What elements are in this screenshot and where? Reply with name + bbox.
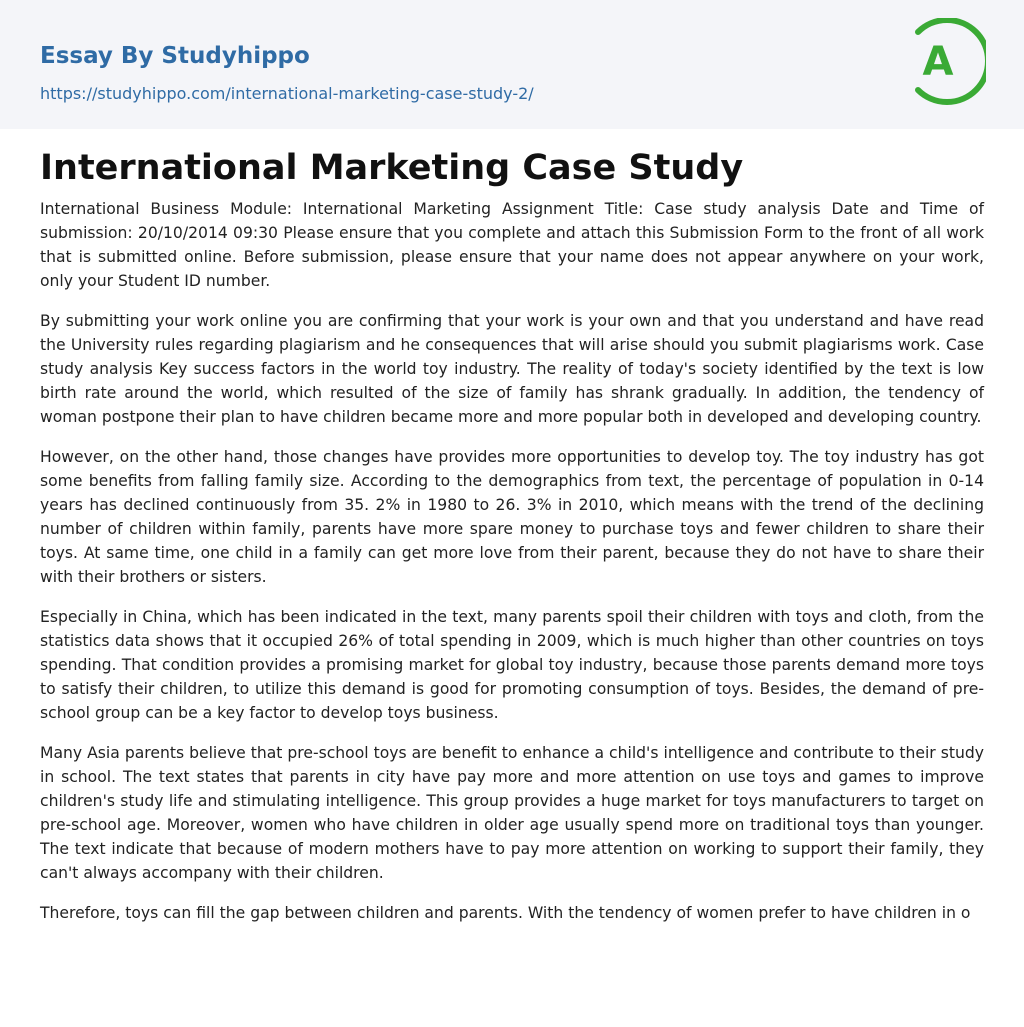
- article-paragraph-6: Therefore, toys can fill the gap between children and parents. With the tendency of women prefer to have children in o: [40, 904, 971, 922]
- article: [0, 147, 1024, 925]
- source-url-link[interactable]: https://studyhippo.com/international-marketing-case-study-2/: [40, 84, 534, 103]
- studyhippo-logo-icon[interactable]: [914, 18, 986, 106]
- logo-ring-icon: [914, 18, 986, 106]
- article-paragraph-4: Especially in China, which has been indicated in the text, many parents spoil their children with toys and cloth, from the statistics data shows that it occupied 26% of total spending in 2009, which is much higher than other countries on toys spending. That condition provides a promising market for global toy industry, because those parents demand more toys to satisfy their children, to utilize this demand is good for promoting consumption of toys. Besides, the demand of pre-school group can be a key factor to develop toys business.: [40, 608, 984, 722]
- site-brand[interactable]: Essay By Studyhippo: [40, 43, 310, 69]
- article-title: International Marketing Case Study: [40, 148, 744, 188]
- logo-letter: A: [922, 39, 954, 85]
- article-paragraph-1: International Business Module: International Marketing Assignment Title: Case study analysis Date and Time of submission: 20/10/2014 09:30 Please ensure that you complete and attach this Submission Form to the front of all work that is submitted online. Before submission, please ensure that your name does not appear anywhere on your work, only your Student ID number.: [40, 200, 984, 290]
- article-paragraph-2: By submitting your work online you are confirming that your work is your own and that you understand and have read the University rules regarding plagiarism and he consequences that will arise should you submit plagiarisms work. Case study analysis Key success factors in the world toy industry. The reality of today's society identified by the text is low birth rate around the world, which resulted of the size of family has shrank gradually. In addition, the tendency of woman postpone their plan to have children became more and more popular both in developed and developing country.: [40, 312, 984, 426]
- article-paragraph-3: However, on the other hand, those changes have provides more opportunities to develop toy. The toy industry has got some benefits from falling family size. According to the demographics from text, the percentage of population in 0-14 years has declined continuously from 35. 2% in 1980 to 26. 3% in 2010, which means with the trend of the declining number of children within family, parents have more spare money to purchase toys and fewer children to share their toys. At same time, one child in a family can get more love from their parent, because they do not have to share their with their brothers or sisters.: [40, 448, 984, 586]
- page-header: [0, 0, 1024, 129]
- article-paragraph-5: Many Asia parents believe that pre-school toys are benefit to enhance a child's intelligence and contribute to their study in school. The text states that parents in city have pay more and more attention on use toys and games to improve children's study life and stimulating intelligence. This group provides a huge market for toys manufacturers to target on pre-school age. Moreover, women who have children in older age usually spend more on traditional toys than younger. The text indicate that because of modern mothers have to pay more attention on working to support their family, they can't always accompany with their children.: [40, 744, 984, 882]
